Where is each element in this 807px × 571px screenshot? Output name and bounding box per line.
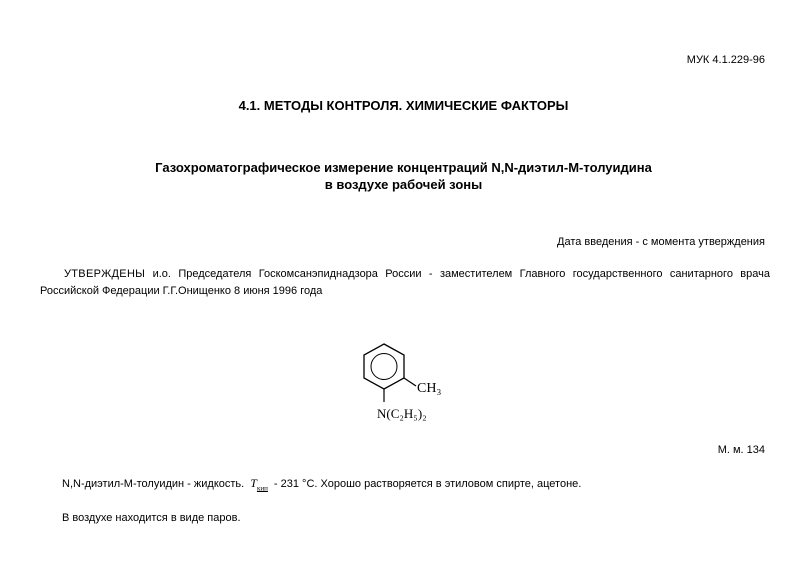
benzene-ring <box>364 344 404 389</box>
approval-text: и.о. Председателя Госкомсанэпиднадзора России - заместителем Главного государственного санитарного врача Российской Федерации Г.Г.Онищенко 8 июня 1996 года <box>40 268 770 297</box>
molecular-weight: М. м. 134 <box>717 444 765 456</box>
document-title-line-1: Газохроматографическое измерение концентраций N,N-диэтил-М-толуидина <box>155 160 652 175</box>
boiling-temp-symbol: $T_{кип}$ <box>250 476 268 493</box>
document-title <box>0 159 807 193</box>
document-title-line-2: в воздухе рабочей зоны <box>324 177 483 192</box>
boiling-temp-subscript: кип <box>256 484 268 493</box>
approval-paragraph <box>40 266 770 300</box>
diethylamino-group-label: N(C₂H₅)₂ <box>377 406 427 421</box>
approval-lead: УТВЕРЖДЕНЫ <box>64 268 146 280</box>
section-title: 4.1. МЕТОДЫ КОНТРОЛЯ. ХИМИЧЕСКИЕ ФАКТОРЫ <box>238 98 569 113</box>
introduction-date: Дата введения - с момента утверждения <box>557 236 765 248</box>
state-paragraph: В воздухе находится в виде паров. <box>62 512 241 524</box>
methyl-group-label: CH₃ <box>417 381 442 396</box>
properties-paragraph <box>62 476 581 492</box>
bond-to-ch3 <box>404 378 416 386</box>
aromatic-circle <box>371 354 397 380</box>
structural-formula <box>360 340 460 425</box>
document-number: МУК 4.1.229-96 <box>686 54 765 66</box>
properties-text-before: N,N-диэтил-М-толуидин - жидкость. <box>62 478 245 490</box>
properties-text-after: - 231 °С. Хорошо растворяется в этиловом спирте, ацетоне. <box>273 478 582 490</box>
